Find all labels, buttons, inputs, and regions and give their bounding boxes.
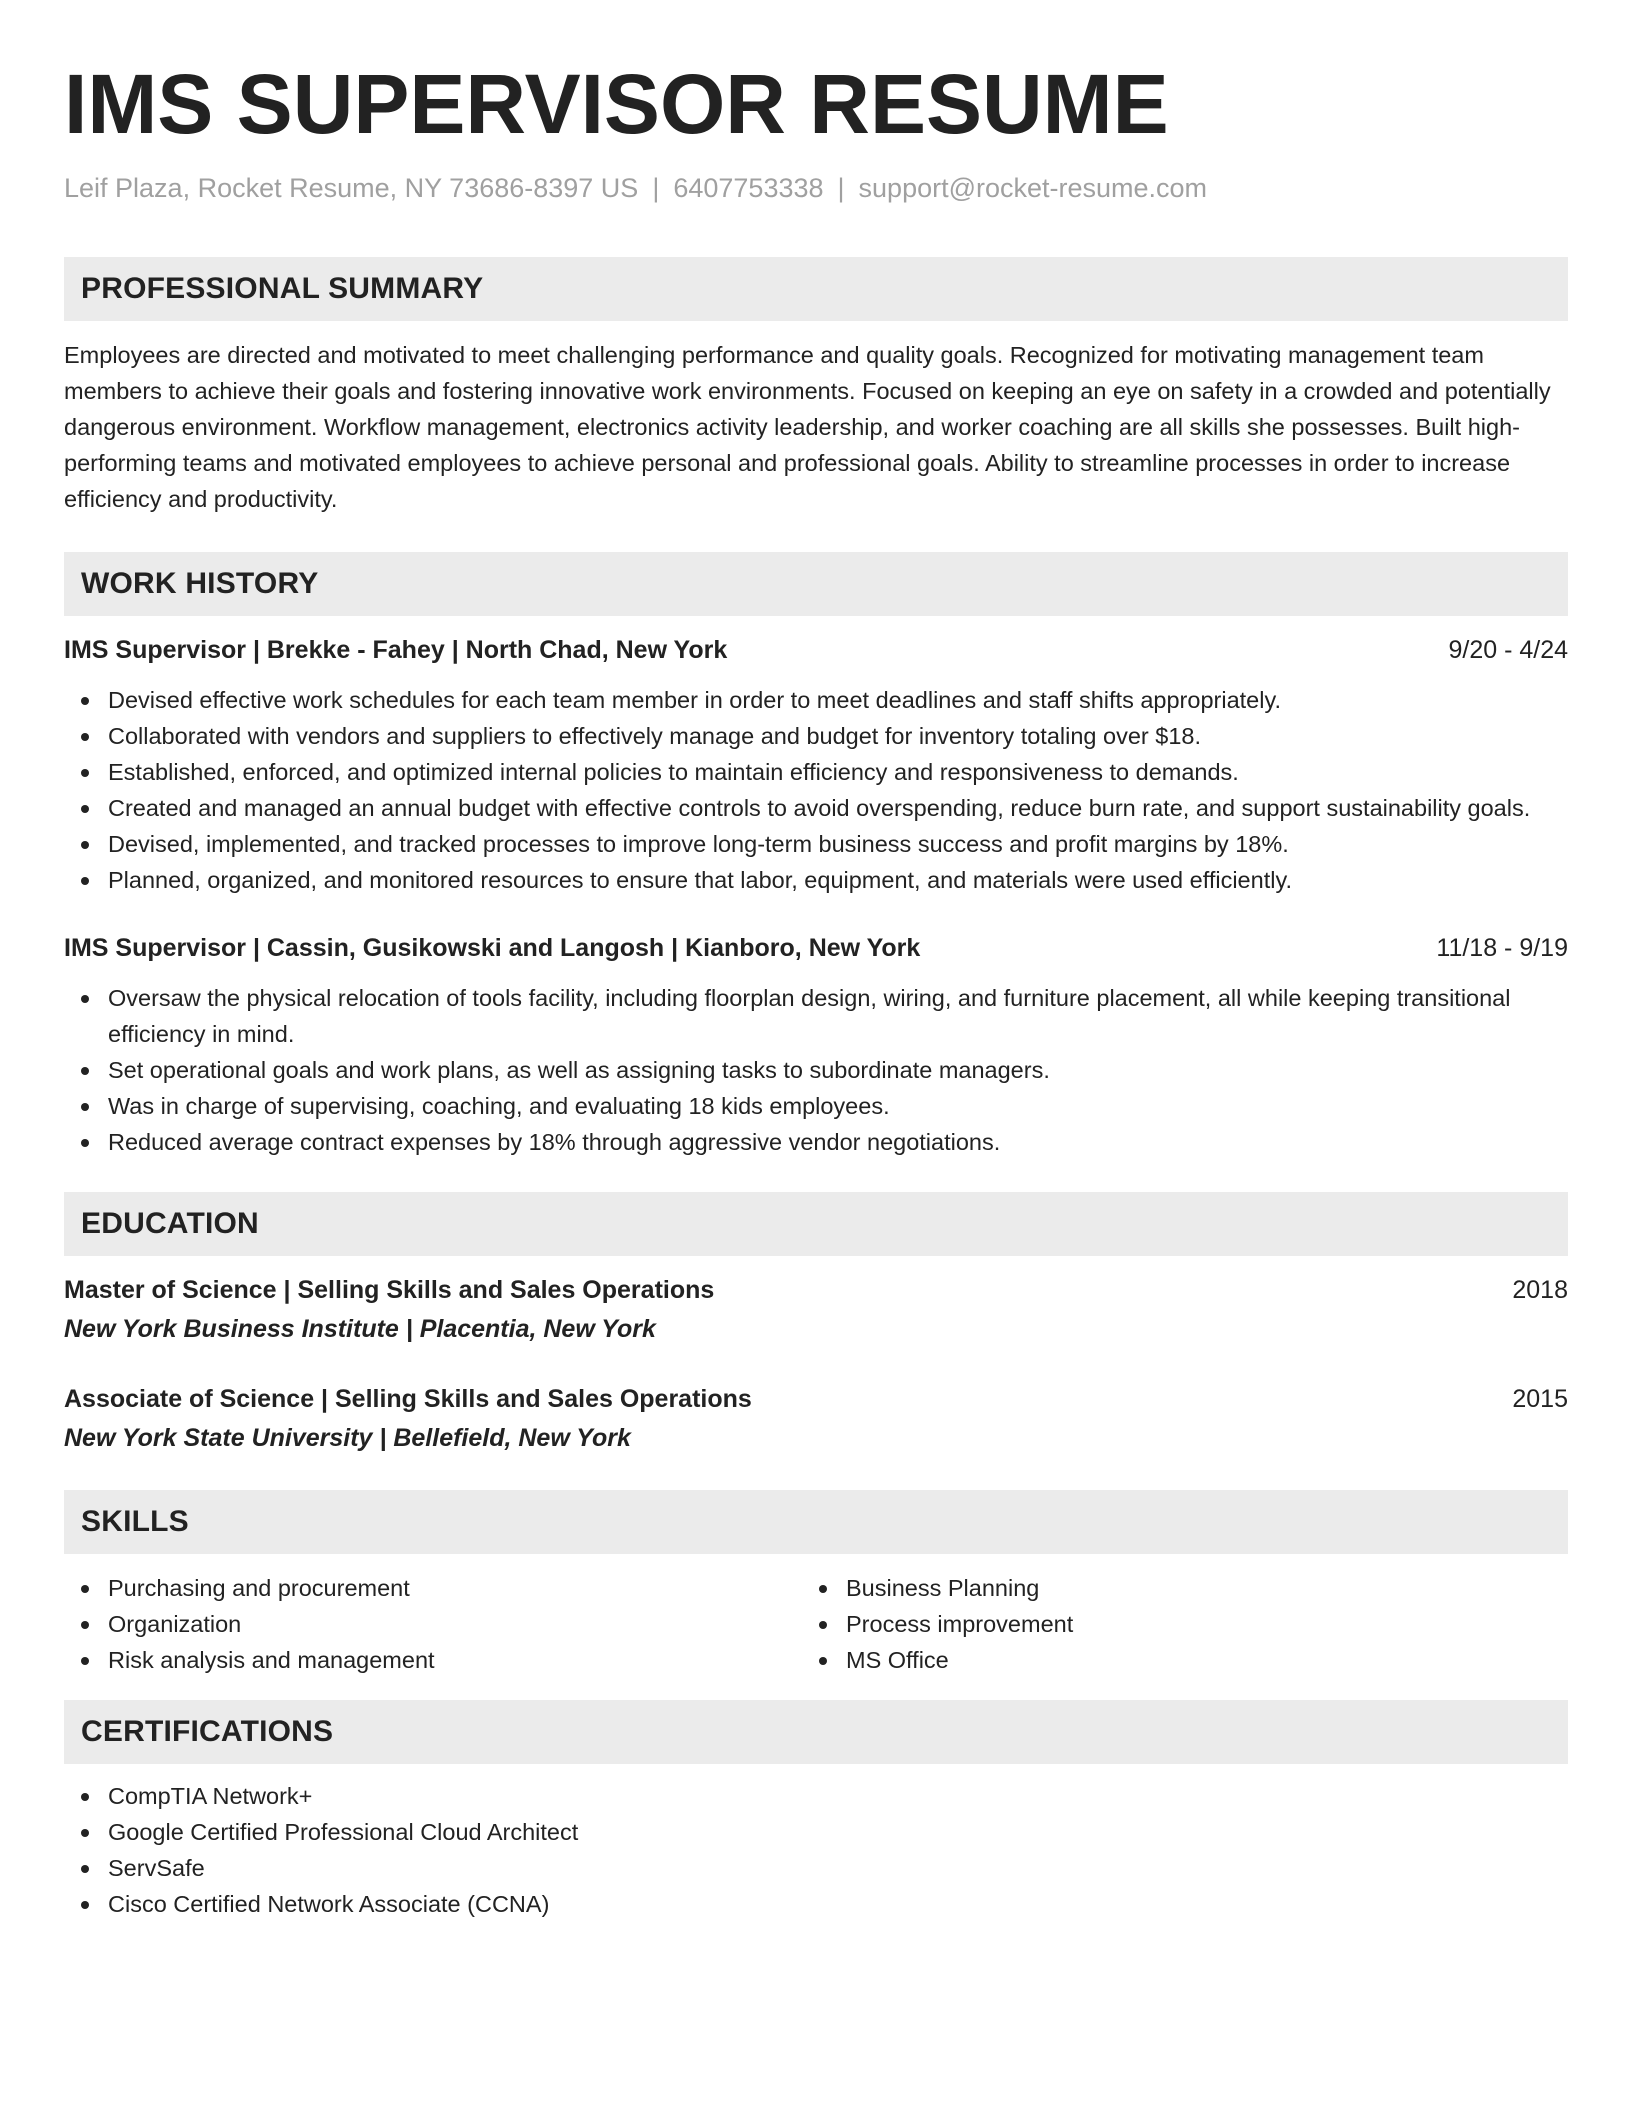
job-bullet-list — [64, 980, 1568, 1160]
skills-list-left — [64, 1570, 802, 1678]
education-year: 2015 — [1512, 1385, 1568, 1413]
skill-item: Risk analysis and management — [64, 1642, 802, 1678]
contact-address: Leif Plaza, Rocket Resume, NY 73686-8397 US — [64, 173, 639, 203]
education-degree: Associate of Science | Selling Skills and Sales Operations — [64, 1385, 752, 1413]
certification-item: CompTIA Network+ — [64, 1778, 1568, 1814]
education-header — [64, 1381, 1568, 1417]
job-bullet: Planned, organized, and monitored resources to ensure that labor, equipment, and materials were used efficiently. — [64, 862, 1568, 898]
summary-text: Employees are directed and motivated to meet challenging performance and quality goals. Recognized for motivating management team members to achieve their goals and fostering innovative work environments. Focused on keeping an eye on safety in a crowded and potentially dangerous environment. Workflow management, electronics activity leadership, and worker coaching are all skills she possesses. Built high-performing teams and motivated employees to achieve personal and professional goals. Ability to streamline processes in order to increase efficiency and productivity. — [64, 342, 1551, 512]
job-bullet: Set operational goals and work plans, as well as assigning tasks to subordinate managers. — [64, 1052, 1568, 1088]
skill-item: Process improvement — [802, 1606, 1083, 1642]
contact-separator: | — [837, 173, 845, 203]
education-degree: Master of Science | Selling Skills and Sales Operations — [64, 1276, 715, 1304]
education-school: New York Business Institute | Placentia, New York — [64, 1315, 656, 1343]
resume-title: IMS SUPERVISOR RESUME — [64, 57, 1169, 151]
job-bullet: Oversaw the physical relocation of tools facility, including floorplan design, wiring, and furniture placement, all while keeping transitional efficiency in mind. — [64, 980, 1568, 1052]
contact-line — [64, 170, 1568, 206]
job-dates: 9/20 - 4/24 — [1448, 636, 1568, 664]
education-school: New York State University | Bellefield, New York — [64, 1424, 631, 1452]
education-year: 2018 — [1512, 1276, 1568, 1304]
skills-list-right — [802, 1570, 1083, 1678]
job-role: IMS Supervisor | Brekke - Fahey | North Chad, New York — [64, 636, 728, 664]
skill-item: MS Office — [802, 1642, 1083, 1678]
skill-item: Purchasing and procurement — [64, 1570, 802, 1606]
education-entry — [64, 1272, 1568, 1347]
section-header-summary: PROFESSIONAL SUMMARY — [64, 257, 1568, 321]
contact-phone: 6407753338 — [673, 173, 824, 203]
job-bullet: Collaborated with vendors and suppliers to effectively manage and budget for inventory totaling over $18. — [64, 718, 1568, 754]
job-bullet: Devised, implemented, and tracked processes to improve long-term business success and profit margins by 18%. — [64, 826, 1568, 862]
education-entry — [64, 1381, 1568, 1456]
education-header — [64, 1272, 1568, 1308]
job-bullet-list — [64, 682, 1568, 898]
skills-columns — [64, 1570, 1568, 1678]
contact-separator: | — [652, 173, 660, 203]
job-bullet: Created and managed an annual budget with effective controls to avoid overspending, reduce burn rate, and support sustainability goals. — [64, 790, 1568, 826]
job-bullet: Reduced average contract expenses by 18% through aggressive vendor negotiations. — [64, 1124, 1568, 1160]
certification-item: Cisco Certified Network Associate (CCNA) — [64, 1886, 1568, 1922]
job-bullet: Was in charge of supervising, coaching, and evaluating 18 kids employees. — [64, 1088, 1568, 1124]
job-bullet: Devised effective work schedules for each team member in order to meet deadlines and staff shifts appropriately. — [64, 682, 1568, 718]
contact-email: support@rocket-resume.com — [858, 173, 1208, 203]
job-entry — [64, 632, 1568, 898]
section-header-education: EDUCATION — [64, 1192, 1568, 1256]
job-header — [64, 930, 1568, 966]
section-header-work-history: WORK HISTORY — [64, 552, 1568, 616]
certifications-list — [64, 1778, 1568, 1922]
section-header-certifications: CERTIFICATIONS — [64, 1700, 1568, 1764]
job-role: IMS Supervisor | Cassin, Gusikowski and Langosh | Kianboro, New York — [64, 934, 921, 962]
job-bullet: Established, enforced, and optimized internal policies to maintain efficiency and responsiveness to demands. — [64, 754, 1568, 790]
section-header-skills: SKILLS — [64, 1490, 1568, 1554]
certification-item: Google Certified Professional Cloud Architect — [64, 1814, 1568, 1850]
skill-item: Organization — [64, 1606, 802, 1642]
job-entry — [64, 930, 1568, 1160]
job-header — [64, 632, 1568, 668]
skill-item: Business Planning — [802, 1570, 1083, 1606]
certification-item: ServSafe — [64, 1850, 1568, 1886]
job-dates: 11/18 - 9/19 — [1436, 934, 1568, 962]
